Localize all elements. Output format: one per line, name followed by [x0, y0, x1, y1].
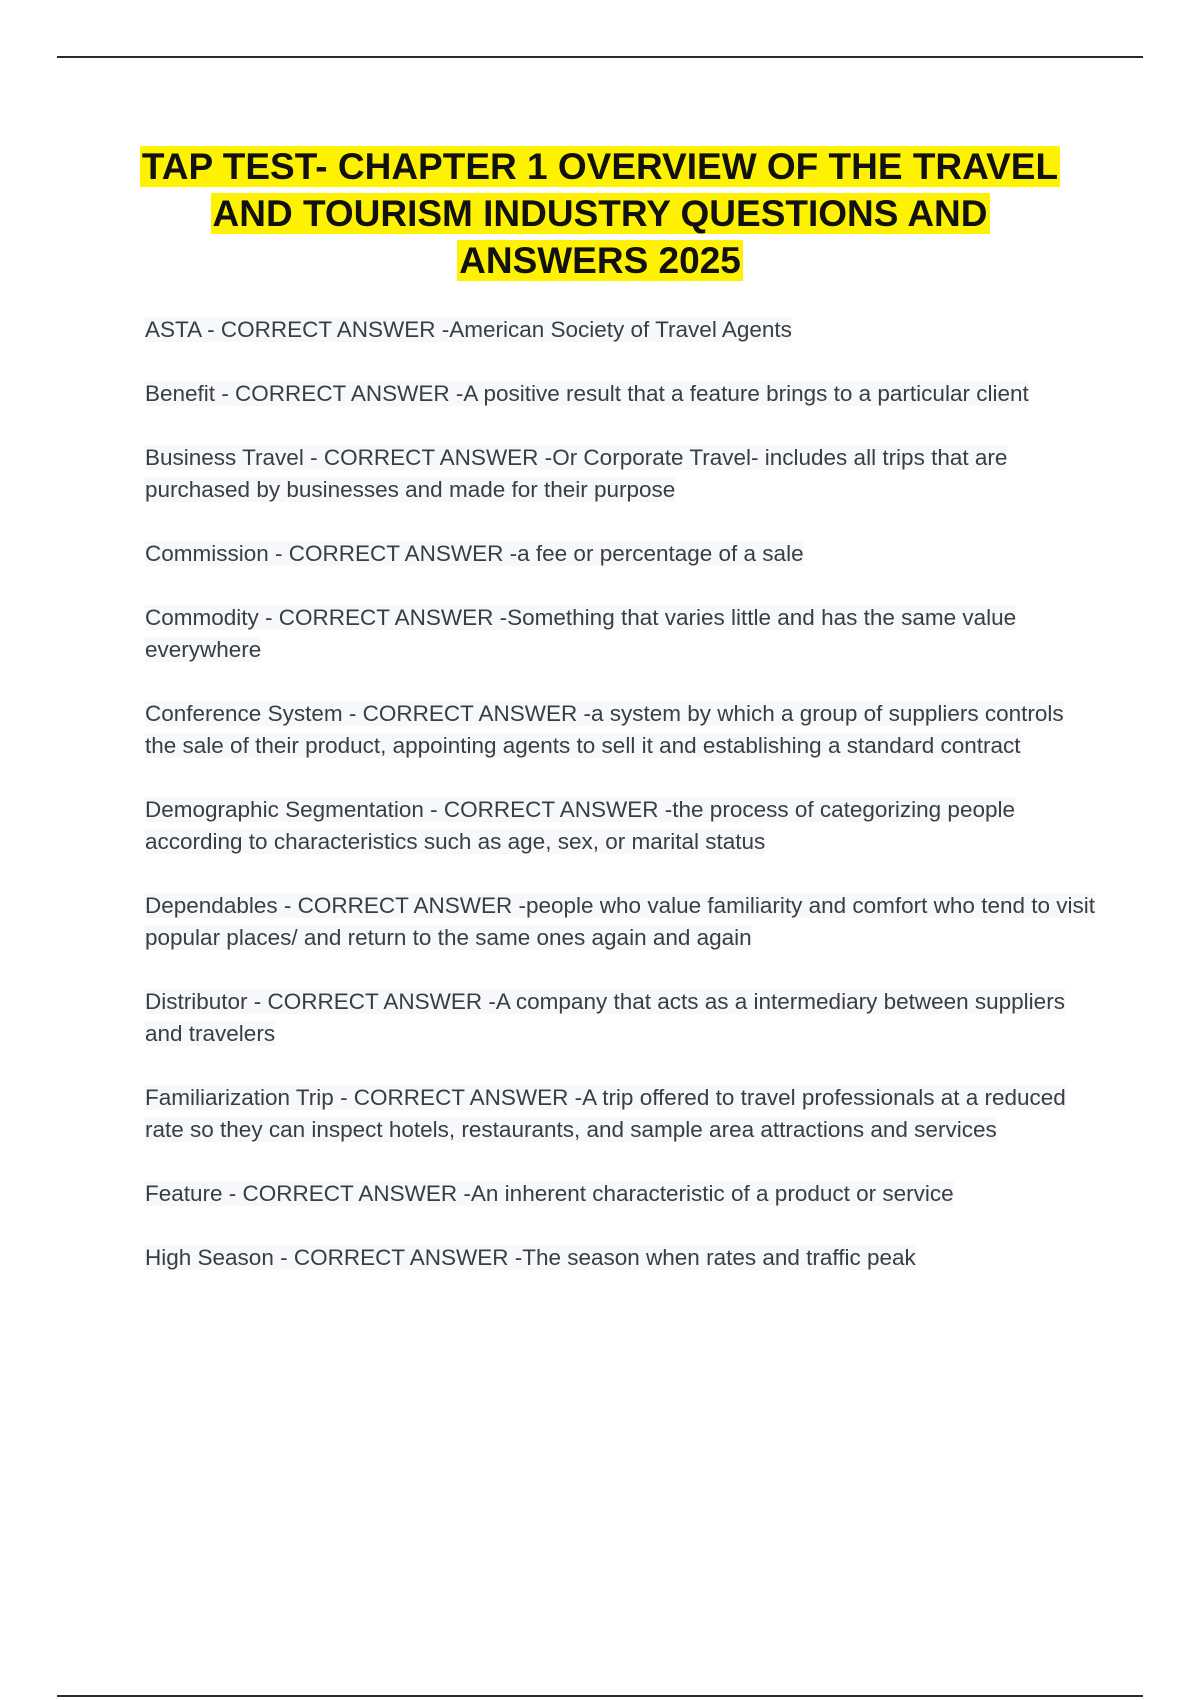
qa-answer-marker: - CORRECT ANSWER - [268, 541, 518, 566]
qa-answer-marker: - CORRECT ANSWER - [258, 605, 508, 630]
qa-term: Feature [145, 1181, 223, 1206]
page-title-text: TAP TEST- CHAPTER 1 OVERVIEW OF THE TRAVEL AND TOURISM INDUSTRY QUESTIONS AND ANSWERS 2025 [141, 146, 1059, 281]
qa-term: High Season [145, 1245, 274, 1270]
qa-term: Commission [145, 541, 269, 566]
qa-answer-marker: - CORRECT ANSWER - [303, 445, 553, 470]
qa-term: Demographic Segmentation [145, 797, 424, 822]
qa-item [145, 794, 1095, 858]
qa-answer-marker: - CORRECT ANSWER - [222, 1181, 471, 1206]
qa-term: Conference System [145, 701, 343, 726]
qa-definition: A company that acts as a intermediary between suppliers and travelers [145, 989, 1065, 1046]
qa-list [145, 314, 1095, 1306]
qa-term: ASTA [145, 317, 201, 342]
qa-definition: American Society of Travel Agents [449, 317, 792, 342]
qa-term: Benefit [145, 381, 216, 406]
qa-item [145, 890, 1095, 954]
qa-term: Business Travel [145, 445, 304, 470]
qa-definition: A positive result that a feature brings to a particular client [463, 381, 1029, 406]
qa-answer-marker: - CORRECT ANSWER - [423, 797, 673, 822]
qa-item [145, 538, 1095, 570]
qa-item [145, 442, 1095, 506]
qa-definition: Or Corporate Travel- includes all trips that are purchased by businesses and made for their purpose [145, 445, 1008, 502]
qa-item [145, 1242, 1095, 1274]
qa-definition: a fee or percentage of a sale [517, 541, 804, 566]
qa-term: Dependables [145, 893, 278, 918]
qa-definition: a system by which a group of suppliers controls the sale of their product, appointing agents to sell it and establishing a standard contract [145, 701, 1064, 758]
bottom-divider [57, 1695, 1143, 1697]
qa-term: Familiarization Trip [145, 1085, 334, 1110]
qa-answer-marker: - CORRECT ANSWER - [215, 381, 464, 406]
qa-answer-marker: - CORRECT ANSWER - [247, 989, 496, 1014]
qa-item [145, 986, 1095, 1050]
qa-item [145, 378, 1095, 410]
qa-definition: The season when rates and traffic peak [522, 1245, 916, 1270]
top-divider [57, 56, 1143, 58]
qa-answer-marker: - CORRECT ANSWER - [277, 893, 526, 918]
qa-answer-marker: - CORRECT ANSWER - [342, 701, 591, 726]
qa-definition: the process of categorizing people according to characteristics such as age, sex, or marital status [145, 797, 1015, 854]
qa-term: Distributor [145, 989, 248, 1014]
qa-answer-marker: - CORRECT ANSWER - [333, 1085, 583, 1110]
qa-item [145, 1082, 1095, 1146]
page-title [120, 143, 1080, 284]
qa-answer-marker: - CORRECT ANSWER - [273, 1245, 523, 1270]
qa-term: Commodity [145, 605, 259, 630]
qa-item [145, 314, 1095, 346]
qa-definition: Something that varies little and has the same value everywhere [145, 605, 1017, 662]
qa-item [145, 602, 1095, 666]
qa-definition: A trip offered to travel professionals at a reduced rate so they can inspect hotels, restaurants, and sample area attractions and services [145, 1085, 1066, 1142]
qa-definition: people who value familiarity and comfort who tend to visit popular places/ and return to the same ones again and again [145, 893, 1096, 950]
qa-item [145, 698, 1095, 762]
qa-definition: An inherent characteristic of a product or service [470, 1181, 954, 1206]
qa-item [145, 1178, 1095, 1210]
qa-answer-marker: - CORRECT ANSWER - [200, 317, 450, 342]
